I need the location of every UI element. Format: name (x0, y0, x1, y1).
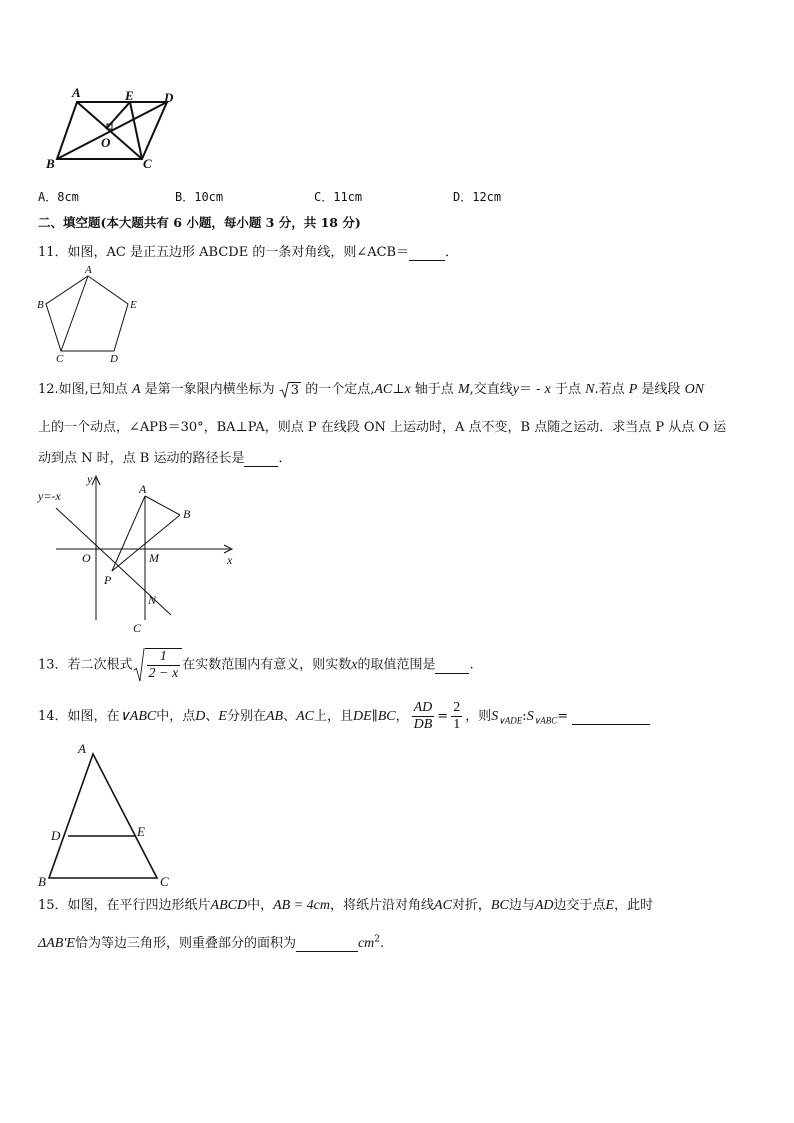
q15-end: . (380, 936, 385, 951)
q14-ratio-num: AD (413, 700, 433, 715)
question-11 (38, 241, 458, 261)
fig12-y: y (87, 472, 93, 486)
q14-colon: : (522, 709, 527, 724)
fig12-N: N (148, 593, 157, 607)
q13-end: . (469, 657, 474, 673)
q15-t7: ，此时 (614, 898, 654, 913)
q14-answer-blank (572, 709, 650, 725)
q14-ratio-den: DB (413, 717, 433, 732)
q14-t4: 上，且 (314, 709, 354, 724)
q13-t1: 13．若二次根式 (38, 657, 133, 673)
figure-coordinate (34, 470, 244, 636)
q13-x: x (351, 657, 358, 673)
pent-A: A (85, 264, 92, 276)
sqrt-fraction (133, 648, 183, 682)
q14-value-den: 1 (453, 717, 461, 732)
q15-AC: AC (434, 898, 452, 913)
q12-t6: 于点 (550, 382, 586, 397)
q11-text: 11．如图，AC 是正五边形 ABCDE 的一条对角线，则∠ACB＝ (38, 245, 410, 260)
fig12-B: B (183, 507, 191, 521)
q11-end: ． (445, 245, 459, 260)
q15-t2: 中， (247, 898, 274, 913)
question-15-line-1 (38, 894, 653, 914)
question-13 (38, 648, 474, 682)
fig12-x: x (227, 553, 233, 567)
q12-x2: x (544, 382, 551, 397)
q14-S2: S (526, 709, 534, 724)
q14-BC: BC (377, 709, 396, 724)
figure-pentagon (34, 262, 144, 367)
label-C: C (143, 156, 152, 171)
q14-value-num: 2 (453, 700, 461, 715)
q15-E: E (605, 898, 615, 913)
q15-AB: AB = 4cm (273, 898, 330, 913)
option-c: C．11cm (314, 190, 363, 204)
tri-D: D (51, 828, 61, 843)
q14-t1: 14．如图，在 (38, 709, 120, 724)
tri-E: E (137, 824, 145, 839)
sqrt-3 (279, 382, 301, 398)
q14-eq: = (437, 709, 449, 724)
q14-S1: S (491, 709, 499, 724)
q15-t4: 对折， (451, 898, 491, 913)
q14-t2: 中，点 (156, 709, 196, 724)
fig12-P: P (104, 573, 112, 587)
q15-t6: 边交于点 (553, 898, 606, 913)
q12-t9: 动到点 N 时，点 B 运动的路径长是 (38, 451, 245, 466)
q12-t7: .若点 (594, 382, 629, 397)
section-heading: 二、填空题(本大题共有 6 小题，每小题 3 分，共 18 分) (38, 215, 361, 230)
q12-M: M (457, 382, 470, 397)
q12-end: ． (278, 451, 292, 466)
fig12-O: O (82, 551, 91, 565)
q12-answer-blank (244, 451, 278, 467)
q15-AD: AD (534, 898, 554, 913)
pent-D: D (110, 353, 118, 365)
q14-value (451, 700, 462, 733)
q12-perp: ⊥ (392, 382, 405, 397)
fig12-C: C (133, 621, 142, 635)
q12-t8: 是线段 (637, 382, 685, 397)
q14-D: D (195, 709, 206, 724)
q14-sep1: 、 (205, 709, 219, 724)
question-14 (38, 700, 650, 733)
q12-t4: 轴于点 (410, 382, 458, 397)
q15-t5: 边与 (508, 898, 535, 913)
q14-sub2: ∨ABC (533, 715, 558, 726)
tri-B: B (38, 874, 46, 889)
q14-AB: AB (265, 709, 284, 724)
label-D: D (164, 90, 174, 105)
q12-y: y (512, 382, 519, 397)
q15-exp: 2 (374, 934, 381, 945)
sqrt-3-value: 3 (290, 382, 300, 398)
q14-sub1: ∨ADE (498, 715, 523, 726)
option-a: A．8cm (38, 190, 79, 204)
q12-x: x (404, 382, 411, 397)
label-B: B (46, 156, 55, 171)
q12-A: A (131, 382, 141, 397)
pent-B: B (37, 299, 44, 311)
q15-t3: ，将纸片沿对角线 (330, 898, 435, 913)
q14-t6: ，则 (465, 709, 492, 724)
pent-E: E (130, 299, 137, 311)
q15-BC: BC (490, 898, 509, 913)
tri-C: C (160, 874, 169, 889)
q12-t3: 的一个定点, (301, 382, 375, 397)
fig12-M: M (149, 551, 159, 565)
q14-eq2: = (557, 709, 569, 724)
tri-A: A (78, 741, 86, 756)
q15-t1: 15．如图，在平行四边形纸片 (38, 898, 211, 913)
q14-ratio (412, 700, 435, 733)
q14-tri: ∨ABC (119, 709, 157, 724)
q14-par: ∥ (371, 709, 378, 724)
label-E: E (125, 88, 134, 103)
option-b: B．10cm (175, 190, 224, 204)
q13-denominator: 2 − x (148, 666, 179, 681)
q14-E: E (218, 709, 227, 724)
question-12-line-3 (38, 447, 291, 467)
q13-t2: 在实数范围内有意义，则实数 (182, 657, 352, 673)
q12-N: N (585, 382, 595, 397)
q12-t1: 12.如图,已知点 (38, 382, 132, 397)
q13-numerator: 1 (147, 649, 181, 666)
q12-t2: 是第一象限内横坐标为 (140, 382, 279, 397)
q14-DE: DE (353, 709, 372, 724)
q14-AC: AC (296, 709, 314, 724)
q12-P: P (628, 382, 638, 397)
q14-t5: ， (395, 709, 409, 724)
fig12-A: A (139, 482, 147, 496)
fig12-line-label: y=-x (38, 489, 61, 503)
q15-unit: cm (357, 936, 375, 951)
q15-tri: ΔAB′E (38, 936, 75, 951)
question-15-line-2 (38, 932, 384, 952)
q11-answer-blank (409, 245, 445, 261)
q12-t5: ,交直线 (469, 382, 513, 397)
option-d: D．12cm (453, 190, 502, 204)
pent-C: C (56, 353, 64, 365)
q15-answer-blank (296, 936, 358, 952)
question-12-line-1 (38, 378, 704, 398)
q12-AC: AC (374, 382, 393, 397)
label-A: A (72, 85, 81, 100)
figure-triangle (32, 740, 182, 890)
q13-answer-blank (435, 658, 469, 674)
q12-eq: ＝ - (518, 382, 545, 397)
q15-ABCD: ABCD (210, 898, 248, 913)
q15-t8: 恰为等边三角形，则重叠部分的面积为 (74, 936, 296, 951)
question-12-line-2: 上的一个动点，∠APB＝30°，BA⊥PA，则点 P 在线段 ON 上运动时，A 点不变，B 点随之运动．求当点 P 从点 O 运 (38, 420, 727, 435)
q12-ON: ON (684, 382, 705, 397)
label-O: O (101, 135, 111, 150)
figure-parallelogram (40, 82, 190, 172)
q14-sep2: 、 (283, 709, 297, 724)
q13-t3: 的取值范围是 (357, 657, 436, 673)
q14-t3: 分别在 (226, 709, 266, 724)
